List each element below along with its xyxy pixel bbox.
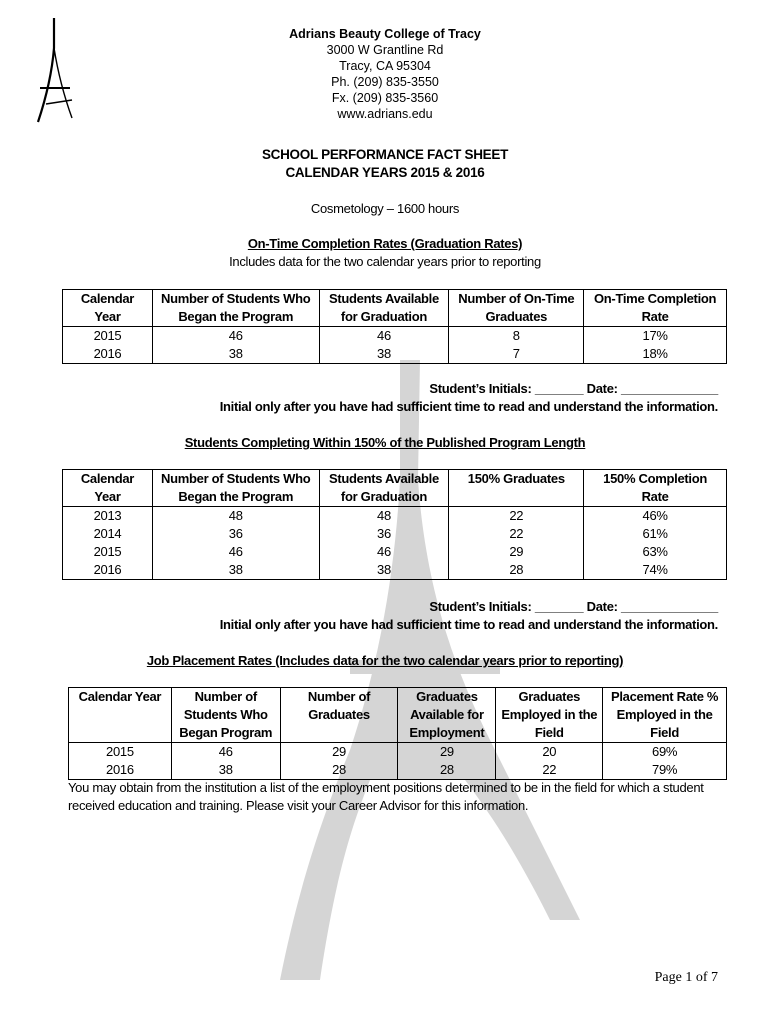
document-subtitle: CALENDAR YEARS 2015 & 2016 — [285, 165, 485, 180]
completion-150-table — [62, 469, 727, 580]
table-row — [69, 743, 727, 762]
table-cell: 2015 — [63, 327, 153, 346]
table-cell: 29 — [280, 743, 398, 762]
table-row — [63, 525, 727, 543]
student-initials-line: Student’s Initials: _______ Date: ______________ — [429, 599, 718, 614]
table-cell: 46% — [584, 507, 727, 526]
table-cell: 2016 — [69, 761, 172, 780]
table-cell: 46 — [171, 743, 280, 762]
section-150-heading: Students Completing Within 150% of the Published Program Length — [184, 435, 586, 450]
table-cell: 2015 — [63, 543, 153, 561]
job-placement-table — [68, 687, 727, 780]
table-cell: 48 — [319, 507, 449, 526]
table-cell: 79% — [603, 761, 727, 780]
table-cell: 17% — [584, 327, 727, 346]
school-header — [0, 26, 770, 122]
table-cell: 38 — [152, 561, 319, 580]
section-ontime-heading: On-Time Completion Rates (Graduation Rates) — [247, 236, 523, 251]
table-header: Number of Graduates — [280, 688, 398, 743]
table-row — [69, 761, 727, 780]
table-cell: 20 — [496, 743, 603, 762]
page-number: Page 1 of 7 — [654, 970, 718, 985]
table-header: Students Available for Graduation — [319, 290, 449, 327]
table-cell: 18% — [584, 345, 727, 364]
table-cell: 29 — [398, 743, 496, 762]
address-line-2: Tracy, CA 95304 — [339, 59, 431, 73]
table-cell: 7 — [449, 345, 584, 364]
table-row — [63, 345, 727, 364]
table-header: Number of On-Time Graduates — [449, 290, 584, 327]
table-cell: 22 — [449, 525, 584, 543]
table-cell: 36 — [319, 525, 449, 543]
table-header: 150% Graduates — [449, 470, 584, 507]
table-cell: 8 — [449, 327, 584, 346]
table-cell: 36 — [152, 525, 319, 543]
table-cell: 38 — [171, 761, 280, 780]
student-initials-line: Student’s Initials: _______ Date: ______________ — [429, 381, 718, 396]
table-header: Graduates Available for Employment — [398, 688, 496, 743]
table-row — [63, 507, 727, 526]
table-cell: 46 — [152, 543, 319, 561]
table-cell: 63% — [584, 543, 727, 561]
website: www.adrians.edu — [337, 107, 433, 121]
table-header: Graduates Employed in the Field — [496, 688, 603, 743]
table-cell: 28 — [280, 761, 398, 780]
table-cell: 2013 — [63, 507, 153, 526]
table-header: Students Available for Graduation — [319, 470, 449, 507]
table-cell: 22 — [449, 507, 584, 526]
table-row — [63, 561, 727, 580]
fax-number: Fx. (209) 835-3560 — [331, 91, 439, 105]
program-name: Cosmetology – 1600 hours — [310, 201, 460, 216]
table-header: Number of Students Who Began the Program — [152, 470, 319, 507]
table-cell: 2015 — [69, 743, 172, 762]
table-cell: 48 — [152, 507, 319, 526]
table-cell: 46 — [319, 543, 449, 561]
table-header: Calendar Year — [63, 290, 153, 327]
table-cell: 46 — [152, 327, 319, 346]
table-cell: 61% — [584, 525, 727, 543]
college-name: Adrians Beauty College of Tracy — [289, 27, 481, 41]
address-line-1: 3000 W Grantline Rd — [326, 43, 444, 57]
section-ontime-subheading: Includes data for the two calendar years prior to reporting — [229, 254, 541, 269]
table-cell: 28 — [449, 561, 584, 580]
initials-instruction: Initial only after you have had sufficient time to read and understand the information. — [219, 617, 718, 632]
table-cell: 29 — [449, 543, 584, 561]
initials-instruction: Initial only after you have had sufficient time to read and understand the information. — [219, 399, 718, 414]
document-title: SCHOOL PERFORMANCE FACT SHEET — [261, 147, 509, 162]
section-placement-heading: Job Placement Rates (Includes data for the two calendar years prior to reporting) — [146, 653, 624, 668]
table-header: Placement Rate % Employed in the Field — [603, 688, 727, 743]
eiffel-tower-watermark-icon — [250, 360, 580, 980]
phone-number: Ph. (209) 835-3550 — [331, 75, 439, 89]
table-cell: 38 — [319, 561, 449, 580]
table-cell: 2016 — [63, 345, 153, 364]
table-row — [63, 327, 727, 346]
table-cell: 38 — [152, 345, 319, 364]
table-cell: 2014 — [63, 525, 153, 543]
table-cell: 22 — [496, 761, 603, 780]
table-cell: 46 — [319, 327, 449, 346]
table-cell: 38 — [319, 345, 449, 364]
table-header: Number of Students Who Began Program — [171, 688, 280, 743]
table-cell: 74% — [584, 561, 727, 580]
table-header: On-Time Completion Rate — [584, 290, 727, 327]
table-header: Number of Students Who Began the Program — [152, 290, 319, 327]
placement-note: You may obtain from the institution a list of the employment positions determined to be in the field for which a student received education and training. Please visit your Career Advisor for this information. — [68, 780, 704, 813]
table-row — [63, 543, 727, 561]
table-header: 150% Completion Rate — [584, 470, 727, 507]
table-header: Calendar Year — [63, 470, 153, 507]
table-cell: 28 — [398, 761, 496, 780]
ontime-completion-table — [62, 289, 727, 364]
table-cell: 2016 — [63, 561, 153, 580]
table-cell: 69% — [603, 743, 727, 762]
table-header: Calendar Year — [69, 688, 172, 743]
